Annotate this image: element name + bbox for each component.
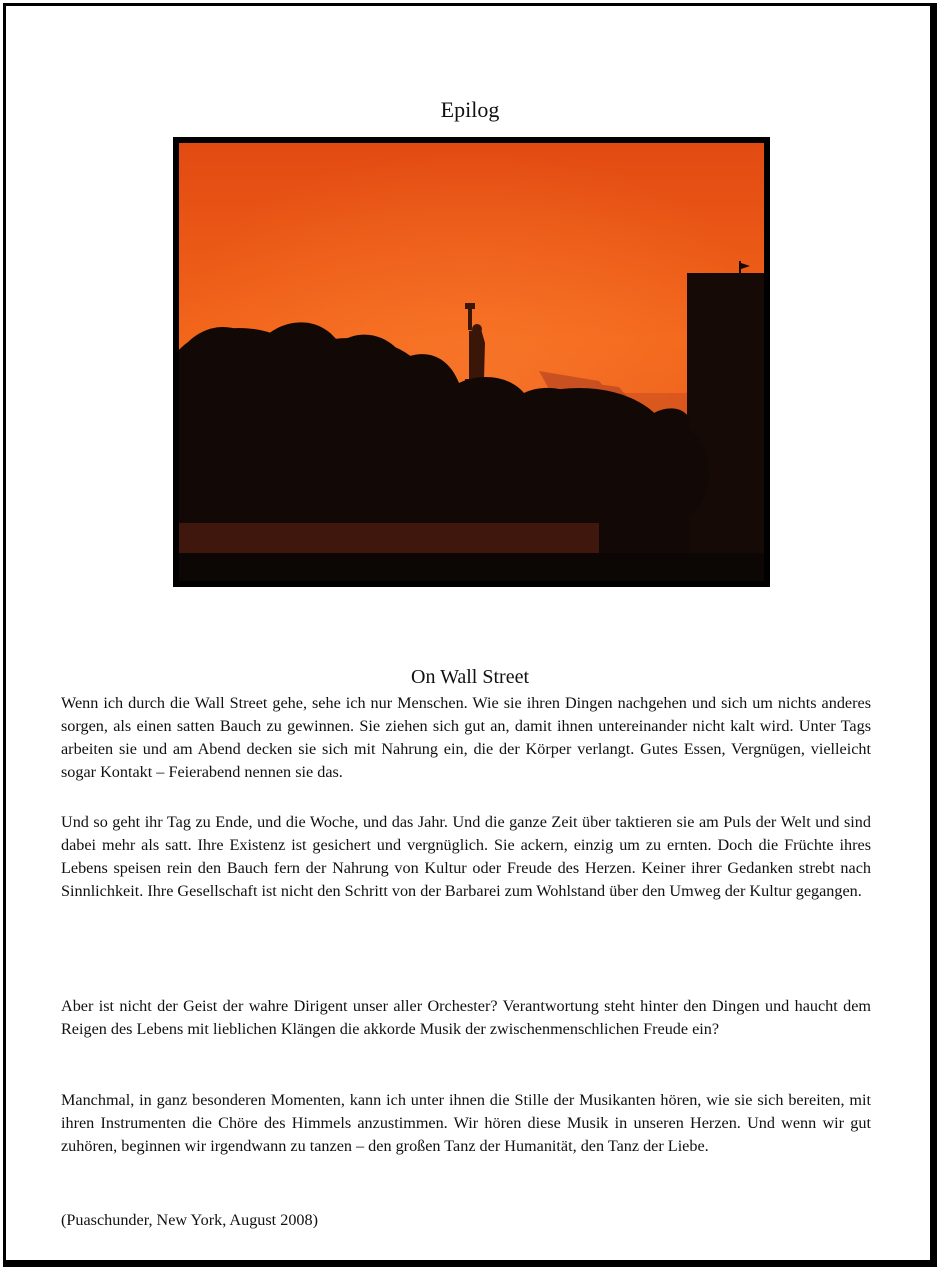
poem-title: On Wall Street	[411, 665, 529, 688]
ground-glow	[179, 523, 599, 553]
paragraph-1: Wenn ich durch die Wall Street gehe, sehe ich nur Menschen. Wie sie ihren Dingen nachgehen und sich um nichts anderes sorgen, als einen satten Bauch zu gewinnen. Sie ziehen sich gut an, damit ihnen untereinander nicht kalt wird. Unter Tags arbeiten sie und am Abend decken sie sich mit Nahrung ein, die der Körper verlangt. Gutes Essen, Vergnügen, vielleicht sogar Kontakt – Feierabend nennen sie das.	[61, 694, 871, 781]
paragraph-4: Manchmal, in ganz besonderen Momenten, kann ich unter ihnen die Stille der Musikanten hören, wie sie sich bereiten, mit ihren Instrumenten die Chöre des Himmels anzustimmen. Wir hören diese Musik in unseren Herzen. Und wenn wir gut zuhören, beginnen wir irgendwann zu tanzen – den großen Tanz der Humanität, den Tanz der Liebe.	[61, 1091, 871, 1155]
page-heading: Epilog	[440, 96, 500, 122]
sunset-photo	[173, 137, 770, 587]
building-silhouette	[687, 261, 764, 581]
statue-of-liberty-sunset-image	[179, 143, 764, 581]
attribution: (Puaschunder, New York, August 2008)	[61, 1211, 318, 1229]
paragraph-2: Und so geht ihr Tag zu Ende, und die Woche, und das Jahr. Und die ganze Zeit über taktieren sie am Puls der Welt und sind dabei mehr als satt. Ihre Existenz ist gesichert und vergnüglich. Sie ackern, einzig um zu ernten. Doch die Früchte ihres Lebens speisen rein den Bauch fern der Nahrung von Kultur oder Freude des Herzen. Keiner ihrer Gedanken strebt nach Sinnlichkeit. Ihre Gesellschaft ist nicht den Schritt von der Barbarei zum Wohlstand über den Umweg der Kultur gegangen.	[61, 813, 871, 900]
ground-band	[179, 553, 764, 581]
paragraph-3: Aber ist nicht der Geist der wahre Dirigent unser aller Orchester? Verantwortung steht hinter den Dingen und haucht dem Reigen des Lebens mit lieblichen Klängen die akkorde Musik der zwischenmenschlichen Freude ein?	[61, 997, 871, 1038]
